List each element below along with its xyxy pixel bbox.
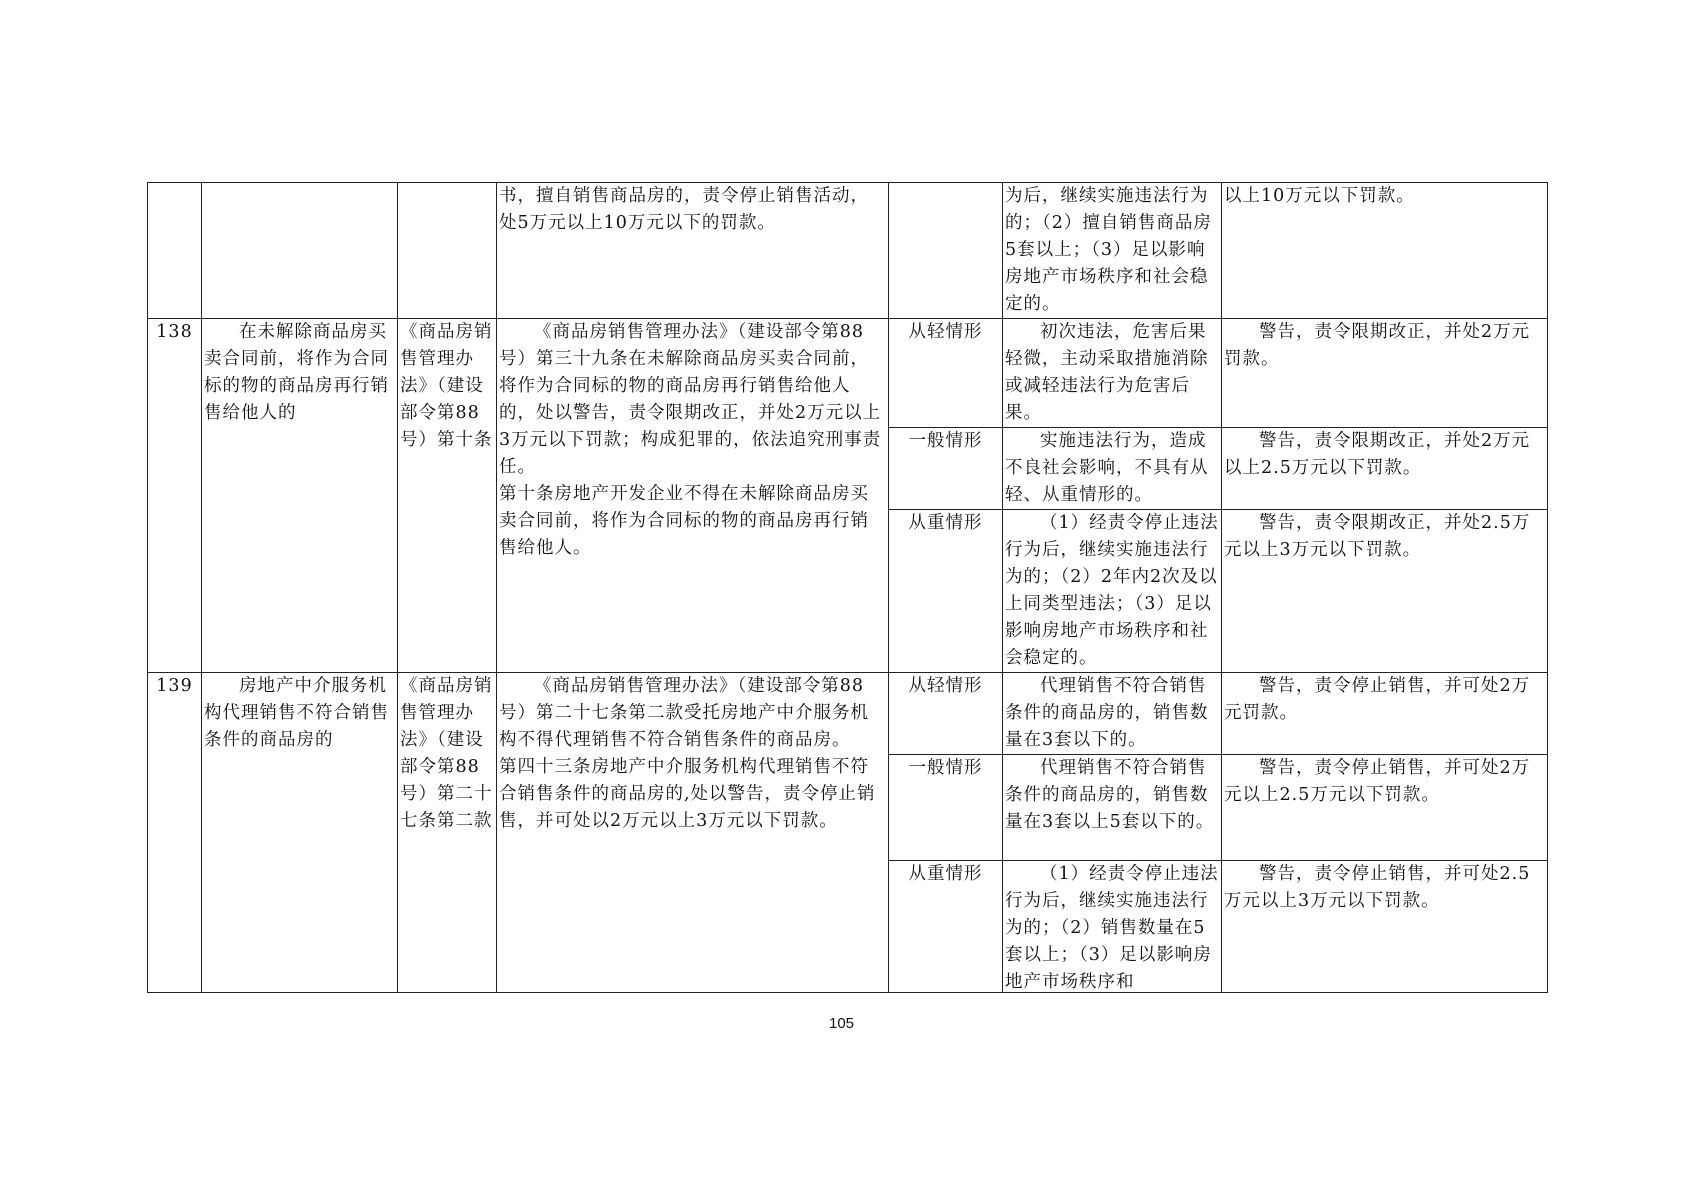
behavior-cell: 在未解除商品房买卖合同前，将作为合同标的物的商品房再行销售给他人的 [202, 319, 398, 673]
circumstance-cell: 代理销售不符合销售条件的商品房的，销售数量在3套以下的。 [1003, 673, 1222, 755]
basis-cell [497, 319, 889, 673]
level-label: 从轻情形 [889, 673, 1003, 755]
seq-cell [148, 183, 202, 319]
circumstance-cell: 代理销售不符合销售条件的商品房的，销售数量在3套以上5套以下的。 [1003, 755, 1222, 861]
law-cell: 《商品房销售管理办法》（建设部令第88号）第十条 [398, 319, 497, 673]
circumstance-cell: （1）经责令停止违法行为后，继续实施违法行为的；（2）2年内2次及以上同类型违法；（3）足以影响房地产市场秩序和社会稳定的。 [1003, 510, 1222, 673]
table-row [148, 673, 1548, 755]
table-row [148, 319, 1548, 428]
level-label: 从重情形 [889, 510, 1003, 673]
penalty-cell: 警告，责令停止销售，并可处2.5万元以上3万元以下罚款。 [1222, 861, 1548, 993]
table-row-continued [148, 183, 1548, 319]
basis-paragraph: 第十条房地产开发企业不得在未解除商品房买卖合同前，将作为合同标的物的商品房再行销售给他人。 [499, 484, 869, 558]
behavior-cell [202, 183, 398, 319]
penalty-cell: 警告，责令停止销售，并可处2万元罚款。 [1222, 673, 1548, 755]
penalty-cell: 警告，责令限期改正，并处2.5万元以上3万元以下罚款。 [1222, 510, 1548, 673]
law-cell [398, 183, 497, 319]
penalty-cell: 警告，责令限期改正，并处2万元罚款。 [1222, 319, 1548, 428]
circumstance-cell: 实施违法行为，造成不良社会影响，不具有从轻、从重情形的。 [1003, 428, 1222, 510]
basis-paragraph: 《商品房销售管理办法》（建设部令第88号）第二十七条第二款受托房地产中介服务机构不得代理销售不符合销售条件的商品房。 [499, 676, 869, 750]
basis-paragraph: 《商品房销售管理办法》（建设部令第88号）第三十九条在未解除商品房买卖合同前，将作为合同标的物的商品房再行销售给他人的，处以警告，责令限期改正，并处2万元以上3万元以下罚款；构成犯罪的，依法追究刑事责任。 [499, 322, 882, 477]
circumstance-text: （1）经责令停止违法行为后，继续实施违法行为的；（2）销售数量在5套以上；（3）足以影响房地产市场秩序和 [1005, 864, 1219, 991]
law-cell: 《商品房销售管理办法》（建设部令第88号）第二十七条第二款 [398, 673, 497, 993]
level-cell [889, 183, 1003, 319]
level-label: 从重情形 [889, 861, 1003, 993]
seq-cell: 139 [148, 673, 202, 993]
circumstance-cell: 初次违法，危害后果轻微，主动采取措施消除或减轻违法行为危害后果。 [1003, 319, 1222, 428]
circumstance-cell: 为后，继续实施违法行为的；（2）擅自销售商品房5套以上；（3）足以影响房地产市场秩序和社会稳定的。 [1003, 183, 1222, 319]
penalty-cell: 以上10万元以下罚款。 [1222, 183, 1548, 319]
basis-cell [497, 673, 889, 993]
page-number: 105 [828, 1015, 855, 1032]
level-label: 一般情形 [889, 755, 1003, 861]
basis-cell: 书，擅自销售商品房的，责令停止销售活动，处5万元以上10万元以下的罚款。 [497, 183, 889, 319]
penalty-cell: 警告，责令停止销售，并可处2万元以上2.5万元以下罚款。 [1222, 755, 1548, 861]
penalty-cell: 警告，责令限期改正，并处2万元以上2.5万元以下罚款。 [1222, 428, 1548, 510]
basis-paragraph: 第四十三条房地产中介服务机构代理销售不符合销售条件的商品房的,处以警告，责令停止销售，并可处以2万元以上3万元以下罚款。 [499, 757, 876, 831]
behavior-cell: 房地产中介服务机构代理销售不符合销售条件的商品房的 [202, 673, 398, 993]
level-label: 一般情形 [889, 428, 1003, 510]
seq-cell: 138 [148, 319, 202, 673]
level-label: 从轻情形 [889, 319, 1003, 428]
circumstance-cell [1003, 861, 1222, 993]
penalty-discretion-table [147, 182, 1548, 993]
